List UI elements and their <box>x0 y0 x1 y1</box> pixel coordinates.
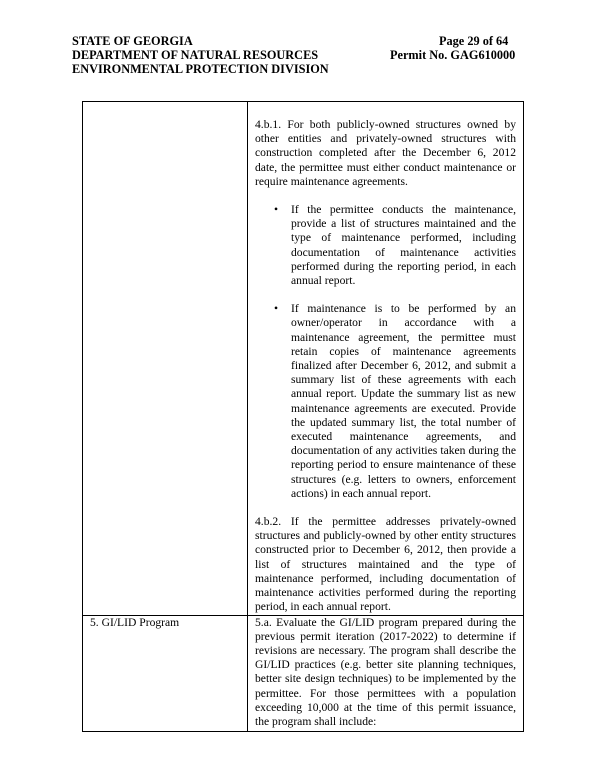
row-content-cell <box>248 102 524 616</box>
table-row <box>83 102 524 616</box>
list-item-text: If maintenance is to be performed by an owner/operator in accordance with a maintenance agreement, the permittee must retain copies of maintenance agreements finalized after December 6, 2012, and submit a summary list of these agreements with each annual report. Update the summary list as new maintenance agreements are executed. Provide the updated summary list, the total number of executed maintenance agreements, and documentation of any activities taken during the reporting period to ensure maintenance of these structures (e.g. letters to owners, enforcement actions) in each annual report. <box>291 302 516 500</box>
list-item <box>274 203 516 288</box>
row-content-cell <box>248 615 524 732</box>
page-number: Page 29 of 64 <box>439 34 509 48</box>
list-item <box>274 302 516 501</box>
bullet-icon: • <box>274 203 279 217</box>
bullet-icon: • <box>274 302 279 316</box>
section-5a-text: 5.a. Evaluate the GI/LID program prepared during the previous permit iteration (2017-2022) to determine if revisions are necessary. The program shall describe the GI/LID practices (e.g. better site planning techniques, better site design techniques) to be implemented by the permittee. For those permittees with a population exceeding 10,000 at the time of this permit issuance, the program shall include: <box>255 615 516 728</box>
list-item-text: If the permittee conducts the maintenance, provide a list of structures maintained and the type of maintenance performed, including documentation of maintenance activities performed during the reporting period, in each annual report. <box>291 203 516 288</box>
state-title: STATE OF GEORGIA <box>72 34 193 48</box>
gi-lid-label: 5. GI/LID Program <box>90 615 180 629</box>
division-title: ENVIRONMENTAL PROTECTION DIVISION <box>72 62 329 76</box>
table-row <box>83 615 524 732</box>
row-label-cell <box>83 615 248 732</box>
department-title: DEPARTMENT OF NATURAL RESOURCES <box>72 48 319 62</box>
row-label-cell <box>83 102 248 616</box>
bullet-list <box>255 203 516 501</box>
header-row-3 <box>72 62 532 76</box>
page-header <box>72 34 532 76</box>
section-4b1-text: 4.b.1. For both publicly-owned structures owned by other entities and privately-owned structures with construction completed after the December 6, 2012 date, the permittee must either conduct maintenance or require maintenance agreements. <box>255 118 516 188</box>
header-row-1 <box>72 34 532 48</box>
header-row-2 <box>72 48 532 62</box>
permit-table <box>82 101 524 732</box>
permit-number: Permit No. GAG610000 <box>390 48 516 62</box>
section-4b2-text: 4.b.2. If the permittee addresses privately-owned structures and publicly-owned by other entity structures constructed prior to December 6, 2012, then provide a list of structures maintained and the type of maintenance performed, including documentation of maintenance activities performed during the reporting period, in each annual report. <box>255 515 516 614</box>
